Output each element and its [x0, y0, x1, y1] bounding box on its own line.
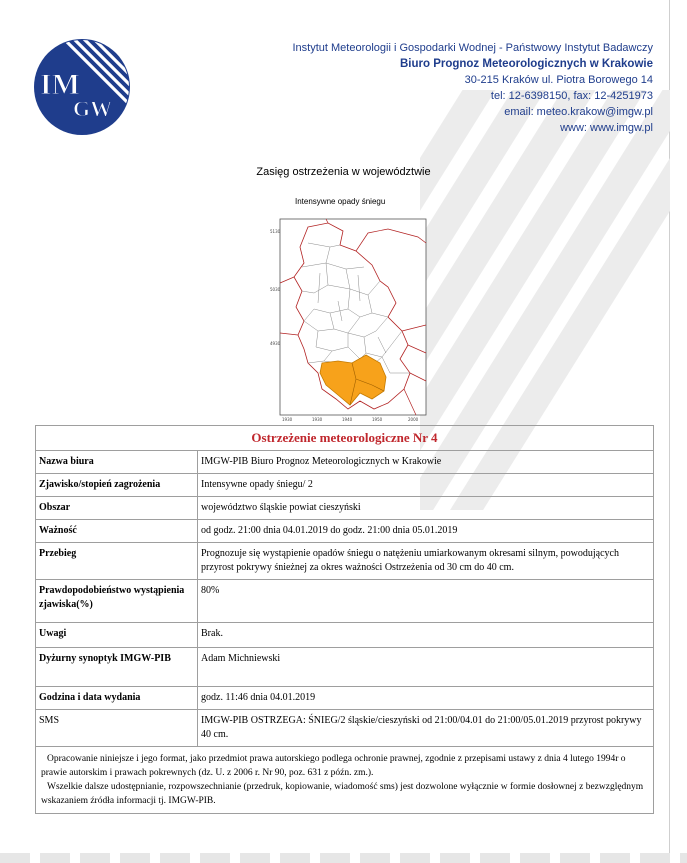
map-y-tick: 5130 — [270, 229, 281, 234]
map-x-tick: 1930 — [282, 417, 293, 422]
map-x-tick: 2000 — [408, 417, 419, 422]
row-value-course: Prognozuje się wystąpienie opadów śniegu o natężeniu umiarkowanym okresami silnym, powodujących przyrost pokrywy śnieżnej za okres ważności Ostrzeżenia od 30 cm do 40 cm. — [198, 543, 654, 580]
map-x-tick: 1950 — [372, 417, 383, 422]
row-label-notes: Uwagi — [36, 623, 198, 648]
table-row — [36, 710, 654, 747]
table-row — [36, 648, 654, 687]
redistribution-paragraph: Wszelkie dalsze udostępnianie, rozpowszechnianie (przedruk, kopiowanie, wiadomość sms) jest dozwolone wyłącznie w formie dosłownej z bezwzględnym wskazaniem źródła informacji tj. IMGW-PIB. — [41, 782, 644, 806]
row-label-issued: Godzina i data wydania — [36, 687, 198, 710]
row-value-notes: Brak. — [198, 623, 654, 648]
map-title: Zasięg ostrzeżenia w województwie — [256, 166, 431, 178]
warning-area-map — [268, 213, 430, 423]
row-value-probability: 80% — [198, 580, 654, 623]
header-office-name: Biuro Prognoz Meteorologicznych w Krakowie — [399, 58, 653, 70]
header-website[interactable]: www: www.imgw.pl — [560, 122, 653, 134]
header-phone: tel: 12-6398150, fax: 12-4251973 — [490, 90, 653, 102]
imgw-logo — [33, 38, 131, 136]
table-row — [36, 451, 654, 474]
row-label-area: Obszar — [36, 497, 198, 520]
row-value-area: województwo śląskie powiat cieszyński — [198, 497, 654, 520]
row-value-issued: godz. 11:46 dnia 04.01.2019 — [198, 687, 654, 710]
warning-title: Ostrzeżenie meteorologiczne Nr 4 — [36, 426, 654, 451]
row-label-phenomenon: Zjawisko/stopień zagrożenia — [36, 474, 198, 497]
logo-text-top: IM — [40, 68, 80, 101]
row-label-probability: Prawdopodobieństwo wystąpienia zjawiska(%) — [36, 580, 198, 623]
row-value-validity: od godz. 21:00 dnia 04.01.2019 do godz. 21:00 dnia 05.01.2019 — [198, 520, 654, 543]
map-y-tick: 5030 — [270, 287, 281, 292]
table-row — [36, 687, 654, 710]
map-subtitle: Intensywne opady śniegu — [295, 197, 386, 206]
institute-header — [292, 40, 653, 136]
header-address: 30-215 Kraków ul. Piotra Borowego 14 — [464, 74, 653, 86]
table-row — [36, 623, 654, 648]
row-label-validity: Ważność — [36, 520, 198, 543]
table-row — [36, 520, 654, 543]
row-label-forecaster: Dyżurny synoptyk IMGW-PIB — [36, 648, 198, 687]
table-row — [36, 543, 654, 580]
map-y-tick: 4930 — [270, 341, 281, 346]
copyright-paragraph: Opracowanie niniejsze i jego format, jako przedmiot prawa autorskiego podlega ochronie prawnej, zgodnie z przepisami ustawy z dnia 4 lutego 1994r o prawie autorskim i prawach pokrewnych (dz. U. z 2006 r. Nr 90, poz. 631 z późn. zm.). — [41, 754, 626, 778]
row-value-sms: IMGW-PIB OSTRZEGA: ŚNIEG/2 śląskie/cieszyński od 21:00/04.01 do 21:00/05.01.2019 przyrost pokrywy 40 cm. — [198, 710, 654, 747]
logo-text-bottom: GW — [73, 96, 113, 121]
table-row — [36, 474, 654, 497]
table-row — [36, 497, 654, 520]
row-value-office: IMGW-PIB Biuro Prognoz Meteorologicznych w Krakowie — [198, 451, 654, 474]
row-value-phenomenon: Intensywne opady śniegu/ 2 — [198, 474, 654, 497]
row-value-forecaster: Adam Michniewski — [198, 648, 654, 687]
warning-table — [35, 425, 654, 814]
table-row — [36, 580, 654, 623]
header-email[interactable]: email: meteo.krakow@imgw.pl — [504, 106, 653, 118]
map-x-tick: 1930 — [312, 417, 323, 422]
copyright-footer — [36, 747, 654, 814]
map-x-tick: 1940 — [342, 417, 353, 422]
row-label-sms: SMS — [36, 710, 198, 747]
row-label-course: Przebieg — [36, 543, 198, 580]
bottom-decoration — [0, 853, 687, 863]
row-label-office: Nazwa biura — [36, 451, 198, 474]
header-institute-name: Instytut Meteorologii i Gospodarki Wodnej - Państwowy Instytut Badawczy — [292, 42, 653, 54]
